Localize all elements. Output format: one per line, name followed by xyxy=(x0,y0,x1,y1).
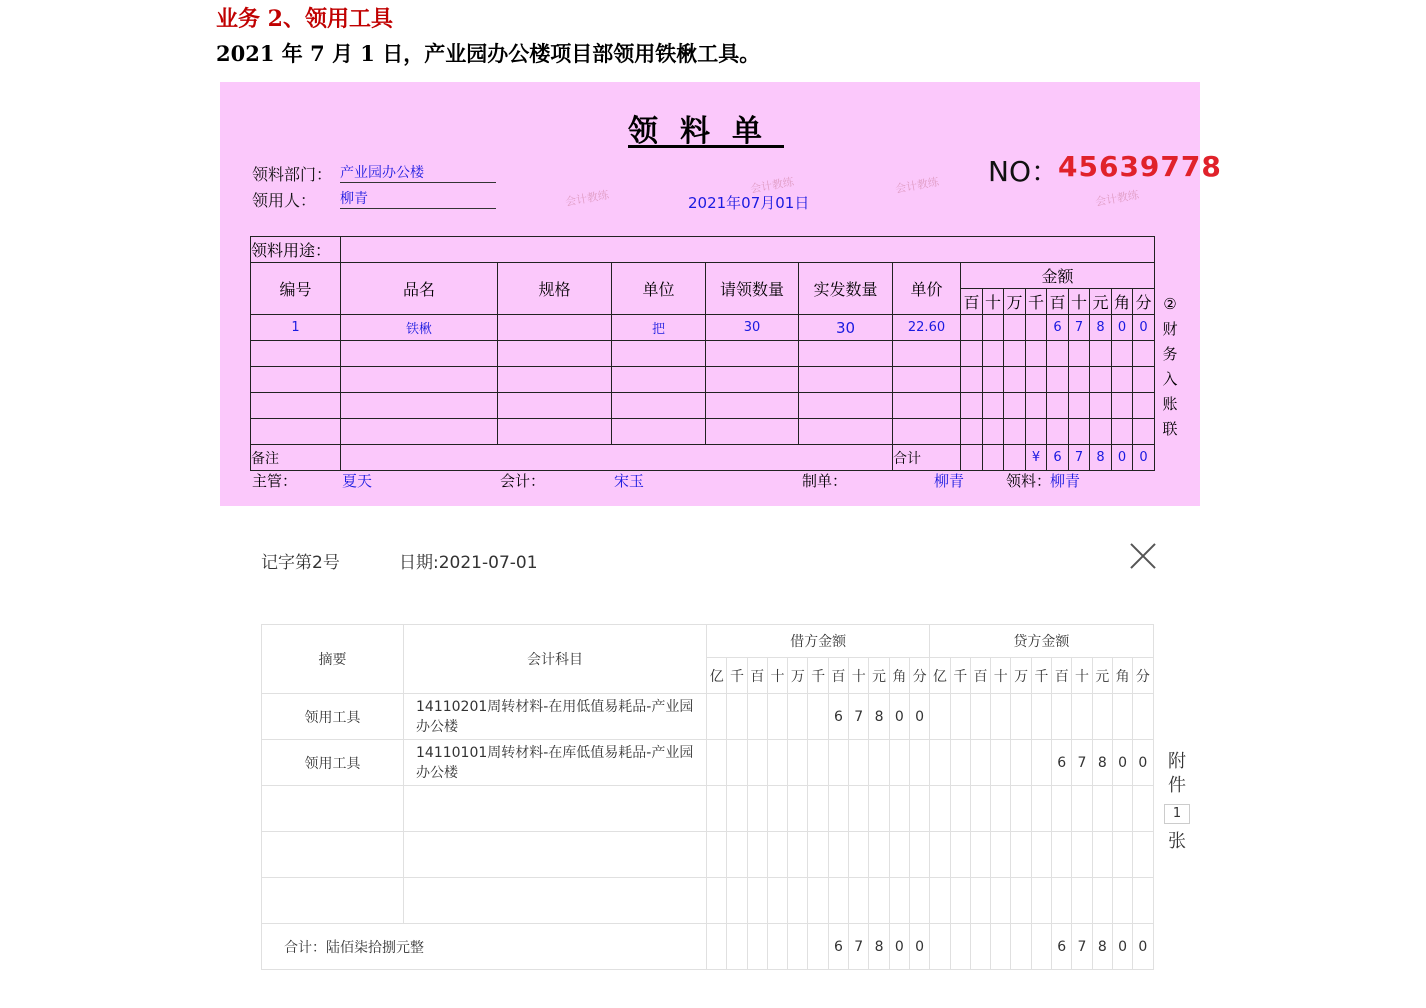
credit-digit[interactable]: 8 xyxy=(1092,924,1112,970)
digit-header: 亿 xyxy=(930,658,950,694)
credit-digit[interactable] xyxy=(991,694,1011,740)
debit-digit[interactable] xyxy=(869,878,889,924)
col-price: 单价 xyxy=(893,263,961,315)
copy-label-char: 账 xyxy=(1162,395,1178,413)
row-summary[interactable]: 领用工具 xyxy=(262,694,404,740)
business-description: 2021 年 7 月 1 日，产业园办公楼项目部领用铁楸工具。 xyxy=(216,41,761,66)
credit-digit[interactable] xyxy=(930,694,950,740)
digit-header: 元 xyxy=(869,658,889,694)
debit-digit[interactable] xyxy=(747,924,767,970)
row-name: 铁楸 xyxy=(341,315,498,341)
debit-digit[interactable] xyxy=(707,832,727,878)
credit-digit[interactable] xyxy=(1052,786,1072,832)
requisition-form xyxy=(220,82,1222,506)
digit-header: 百 xyxy=(1052,658,1072,694)
debit-digit[interactable]: 8 xyxy=(869,924,889,970)
debit-digit[interactable] xyxy=(707,786,727,832)
watermark: 会计教练 xyxy=(564,188,610,209)
row-digit: 0 xyxy=(1133,315,1155,341)
credit-digit[interactable] xyxy=(930,740,950,786)
total-label: 合计 xyxy=(893,445,961,471)
row-req-qty: 30 xyxy=(706,315,799,341)
attachment-char: 件 xyxy=(1168,775,1186,796)
digit-header: 十 xyxy=(1072,658,1092,694)
debit-digit[interactable]: 6 xyxy=(828,924,848,970)
empty-row xyxy=(251,419,1155,445)
debit-digit[interactable] xyxy=(747,832,767,878)
digit-header: 万 xyxy=(788,658,808,694)
digit-header: 分 xyxy=(1133,289,1155,315)
credit-digit[interactable] xyxy=(1133,878,1153,924)
copy-label xyxy=(1162,292,1178,442)
debit-digit[interactable] xyxy=(909,832,929,878)
debit-digit[interactable] xyxy=(767,694,787,740)
credit-digit[interactable]: 0 xyxy=(1112,740,1132,786)
purpose-value xyxy=(341,237,1155,263)
credit-digit[interactable] xyxy=(1112,694,1132,740)
digit-header: 十 xyxy=(849,658,869,694)
row-act-qty: 30 xyxy=(799,315,893,341)
credit-digit[interactable]: 6 xyxy=(1052,924,1072,970)
row-digit: 8 xyxy=(1090,315,1112,341)
credit-digit[interactable] xyxy=(930,786,950,832)
row-account[interactable]: 14110101周转材料-在库低值易耗品-产业园办公楼 xyxy=(404,740,707,786)
digit-header: 百 xyxy=(1047,289,1069,315)
total-digit xyxy=(1004,445,1026,471)
row-spec xyxy=(498,315,612,341)
debit-digit[interactable] xyxy=(747,878,767,924)
digit-header: 千 xyxy=(950,658,970,694)
empty-row xyxy=(251,341,1155,367)
col-credit: 贷方金额 xyxy=(930,625,1153,658)
copy-label-char: ② xyxy=(1163,295,1177,313)
credit-digit[interactable] xyxy=(1031,878,1051,924)
credit-digit[interactable] xyxy=(1011,878,1031,924)
accountant-label: 会计： xyxy=(500,472,546,490)
debit-digit[interactable] xyxy=(727,694,747,740)
credit-digit[interactable]: 7 xyxy=(1072,924,1092,970)
credit-digit[interactable] xyxy=(1011,740,1031,786)
accountant-value: 宋玉 xyxy=(614,472,645,490)
digit-header: 十 xyxy=(1069,289,1090,315)
debit-digit[interactable] xyxy=(788,878,808,924)
credit-digit[interactable] xyxy=(991,878,1011,924)
credit-digit[interactable] xyxy=(1072,786,1092,832)
person-value: 柳青 xyxy=(340,188,496,209)
total-digit: 8 xyxy=(1090,445,1112,471)
supervisor-label: 主管： xyxy=(252,472,298,490)
credit-digit[interactable] xyxy=(930,832,950,878)
credit-digit[interactable] xyxy=(1092,694,1112,740)
credit-digit[interactable] xyxy=(970,832,990,878)
dept-value: 产业园办公楼 xyxy=(340,162,496,183)
credit-digit[interactable] xyxy=(1092,786,1112,832)
credit-digit[interactable] xyxy=(1133,832,1153,878)
digit-header: 千 xyxy=(727,658,747,694)
credit-digit[interactable] xyxy=(950,832,970,878)
total-label: 合计：陆佰柒拾捌元整 xyxy=(262,924,707,970)
col-unit: 单位 xyxy=(612,263,706,315)
digit-header: 角 xyxy=(889,658,909,694)
debit-digit[interactable]: 0 xyxy=(889,694,909,740)
credit-digit[interactable] xyxy=(991,786,1011,832)
total-digit: 0 xyxy=(1112,445,1133,471)
watermark: 会计教练 xyxy=(1094,188,1140,209)
form-title: 领料单 xyxy=(628,114,784,149)
number-value: 45639778 xyxy=(1058,150,1222,183)
digit-header: 百 xyxy=(747,658,767,694)
digit-header: 千 xyxy=(1026,289,1047,315)
watermark: 会计教练 xyxy=(749,175,795,196)
debit-digit[interactable] xyxy=(869,786,889,832)
col-amount: 金额 xyxy=(961,263,1155,289)
debit-digit[interactable] xyxy=(747,740,767,786)
debit-digit[interactable] xyxy=(889,832,909,878)
row-digit xyxy=(1004,315,1026,341)
total-digit: 6 xyxy=(1047,445,1069,471)
dept-label: 领料部门： xyxy=(252,165,333,184)
credit-digit[interactable] xyxy=(930,924,950,970)
credit-digit[interactable]: 8 xyxy=(1092,740,1112,786)
debit-digit[interactable] xyxy=(727,740,747,786)
credit-digit[interactable] xyxy=(970,878,990,924)
debit-digit[interactable] xyxy=(707,878,727,924)
credit-digit[interactable] xyxy=(991,832,1011,878)
credit-digit[interactable] xyxy=(970,694,990,740)
credit-digit[interactable] xyxy=(1011,786,1031,832)
credit-digit[interactable] xyxy=(930,878,950,924)
credit-digit[interactable]: 0 xyxy=(1112,924,1132,970)
copy-label-char: 财 xyxy=(1162,320,1178,338)
digit-header: 千 xyxy=(808,658,828,694)
total-digit: 0 xyxy=(1133,445,1155,471)
attachment-suffix: 张 xyxy=(1168,831,1186,852)
debit-digit[interactable] xyxy=(767,786,787,832)
debit-digit[interactable] xyxy=(889,786,909,832)
debit-digit[interactable] xyxy=(767,740,787,786)
copy-label-char: 联 xyxy=(1162,420,1178,438)
table-row-empty[interactable] xyxy=(262,878,1154,924)
credit-digit[interactable] xyxy=(1031,832,1051,878)
digit-header: 百 xyxy=(970,658,990,694)
digit-header: 角 xyxy=(1112,289,1133,315)
digit-header: 万 xyxy=(1011,658,1031,694)
person-label: 领用人： xyxy=(252,191,317,210)
credit-digit[interactable] xyxy=(1092,878,1112,924)
digit-header: 十 xyxy=(767,658,787,694)
row-digit xyxy=(1026,315,1047,341)
debit-digit[interactable]: 0 xyxy=(909,924,929,970)
table-row[interactable] xyxy=(262,694,1154,740)
total-digit xyxy=(983,445,1004,471)
debit-digit[interactable] xyxy=(909,878,929,924)
debit-digit[interactable] xyxy=(889,878,909,924)
debit-digit[interactable] xyxy=(849,786,869,832)
credit-digit[interactable] xyxy=(1133,786,1153,832)
credit-digit[interactable] xyxy=(1133,694,1153,740)
credit-digit[interactable] xyxy=(1011,694,1031,740)
table-row-empty[interactable] xyxy=(262,832,1154,878)
col-act-qty: 实发数量 xyxy=(799,263,893,315)
credit-digit[interactable] xyxy=(1031,924,1051,970)
credit-digit[interactable] xyxy=(970,924,990,970)
row-account[interactable]: 14110201周转材料-在用低值易耗品-产业园办公楼 xyxy=(404,694,707,740)
credit-digit[interactable]: 0 xyxy=(1133,740,1153,786)
col-name: 品名 xyxy=(341,263,498,315)
maker-label: 制单： xyxy=(802,472,848,490)
col-account: 会计科目 xyxy=(404,625,707,694)
credit-digit[interactable] xyxy=(970,786,990,832)
debit-digit[interactable] xyxy=(889,740,909,786)
digit-header: 分 xyxy=(1133,658,1153,694)
debit-digit[interactable] xyxy=(788,740,808,786)
credit-digit[interactable] xyxy=(950,694,970,740)
digit-header: 角 xyxy=(1112,658,1132,694)
debit-digit[interactable] xyxy=(747,694,767,740)
credit-digit[interactable] xyxy=(1052,878,1072,924)
row-digit: 7 xyxy=(1069,315,1090,341)
credit-digit[interactable] xyxy=(1031,740,1051,786)
copy-label-char: 务 xyxy=(1162,345,1178,363)
debit-digit[interactable]: 0 xyxy=(889,924,909,970)
debit-digit[interactable]: 7 xyxy=(849,694,869,740)
debit-digit[interactable] xyxy=(808,694,828,740)
debit-digit[interactable] xyxy=(707,924,727,970)
voucher-table xyxy=(261,624,1154,970)
debit-digit[interactable]: 6 xyxy=(828,694,848,740)
credit-digit[interactable] xyxy=(1072,832,1092,878)
credit-digit[interactable] xyxy=(991,740,1011,786)
copy-label-char: 入 xyxy=(1162,370,1178,388)
voucher-number: 记字第2号 xyxy=(261,553,340,573)
digit-header: 元 xyxy=(1092,658,1112,694)
debit-digit[interactable] xyxy=(747,786,767,832)
table-row[interactable] xyxy=(262,740,1154,786)
form-date: 2021年07月01日 xyxy=(688,194,810,212)
maker-value: 柳青 xyxy=(934,472,965,490)
receiver-label: 领料： xyxy=(1006,472,1052,490)
credit-digit[interactable] xyxy=(1112,832,1132,878)
credit-digit[interactable]: 6 xyxy=(1052,740,1072,786)
total-digit xyxy=(961,445,983,471)
row-price: 22.60 xyxy=(893,315,961,341)
digit-header: 百 xyxy=(961,289,983,315)
remark-value xyxy=(341,445,893,471)
row-code: 1 xyxy=(251,315,341,341)
debit-digit[interactable] xyxy=(849,832,869,878)
credit-digit[interactable] xyxy=(950,924,970,970)
requisition-table xyxy=(250,236,1155,471)
digit-header: 元 xyxy=(1090,289,1112,315)
empty-row xyxy=(251,393,1155,419)
digit-header: 亿 xyxy=(707,658,727,694)
debit-digit[interactable] xyxy=(788,924,808,970)
digit-header: 十 xyxy=(991,658,1011,694)
table-row-empty[interactable] xyxy=(262,786,1154,832)
watermark: 会计教练 xyxy=(894,175,940,196)
debit-digit[interactable] xyxy=(808,924,828,970)
col-summary: 摘要 xyxy=(262,625,404,694)
debit-digit[interactable] xyxy=(808,878,828,924)
total-digit: ¥ xyxy=(1026,445,1047,471)
debit-digit[interactable]: 8 xyxy=(869,694,889,740)
credit-digit[interactable] xyxy=(970,740,990,786)
attachment-char: 附 xyxy=(1168,751,1186,772)
col-req-qty: 请领数量 xyxy=(706,263,799,315)
debit-digit[interactable] xyxy=(828,832,848,878)
debit-digit[interactable] xyxy=(788,832,808,878)
attachment-count-input[interactable]: 1 xyxy=(1164,804,1190,824)
debit-digit[interactable] xyxy=(828,878,848,924)
credit-digit[interactable] xyxy=(1092,832,1112,878)
debit-digit[interactable] xyxy=(788,786,808,832)
debit-digit[interactable] xyxy=(869,740,889,786)
digit-header: 百 xyxy=(828,658,848,694)
empty-row xyxy=(251,367,1155,393)
attachment-prefix xyxy=(1166,750,1188,798)
debit-digit[interactable] xyxy=(808,832,828,878)
row-summary[interactable]: 领用工具 xyxy=(262,740,404,786)
credit-digit[interactable] xyxy=(1031,694,1051,740)
col-code: 编号 xyxy=(251,263,341,315)
close-icon[interactable] xyxy=(1128,541,1158,571)
total-row xyxy=(262,924,1154,970)
debit-digit[interactable] xyxy=(909,786,929,832)
digit-header: 千 xyxy=(1031,658,1051,694)
debit-digit[interactable] xyxy=(767,832,787,878)
credit-digit[interactable] xyxy=(991,924,1011,970)
debit-digit[interactable] xyxy=(828,786,848,832)
credit-digit[interactable] xyxy=(1052,832,1072,878)
col-spec: 规格 xyxy=(498,263,612,315)
row-digit: 0 xyxy=(1112,315,1133,341)
total-digit: 7 xyxy=(1069,445,1090,471)
row-unit: 把 xyxy=(612,315,706,341)
col-debit: 借方金额 xyxy=(707,625,930,658)
debit-digit[interactable] xyxy=(849,740,869,786)
debit-digit[interactable] xyxy=(788,694,808,740)
debit-digit[interactable]: 7 xyxy=(849,924,869,970)
debit-digit[interactable] xyxy=(869,832,889,878)
remark-label: 备注 xyxy=(251,445,341,471)
credit-digit[interactable] xyxy=(1011,924,1031,970)
credit-digit[interactable] xyxy=(1031,786,1051,832)
credit-digit[interactable] xyxy=(950,740,970,786)
digit-header: 万 xyxy=(1004,289,1026,315)
credit-digit[interactable] xyxy=(1112,786,1132,832)
debit-digit[interactable] xyxy=(808,786,828,832)
credit-digit[interactable] xyxy=(1112,878,1132,924)
number-label: NO： xyxy=(988,155,1059,188)
debit-digit[interactable] xyxy=(767,924,787,970)
debit-digit[interactable] xyxy=(849,878,869,924)
debit-digit[interactable] xyxy=(828,740,848,786)
debit-digit[interactable] xyxy=(707,694,727,740)
credit-digit[interactable]: 0 xyxy=(1133,924,1153,970)
debit-digit[interactable] xyxy=(808,740,828,786)
receiver-value: 柳青 xyxy=(1050,472,1081,490)
purpose-label: 领料用途： xyxy=(251,237,341,263)
debit-digit[interactable] xyxy=(909,740,929,786)
debit-digit[interactable] xyxy=(727,924,747,970)
credit-digit[interactable] xyxy=(1072,694,1092,740)
credit-digit[interactable] xyxy=(1011,832,1031,878)
voucher-date: 日期:2021-07-01 xyxy=(399,553,538,573)
debit-digit[interactable] xyxy=(727,786,747,832)
debit-digit[interactable] xyxy=(727,832,747,878)
debit-digit[interactable] xyxy=(727,878,747,924)
row-digit xyxy=(961,315,983,341)
supervisor-value: 夏天 xyxy=(342,472,373,490)
digit-header: 分 xyxy=(909,658,929,694)
credit-digit[interactable] xyxy=(950,786,970,832)
debit-digit[interactable] xyxy=(767,878,787,924)
row-digit xyxy=(983,315,1004,341)
debit-digit[interactable] xyxy=(707,740,727,786)
credit-digit[interactable] xyxy=(1072,878,1092,924)
credit-digit[interactable] xyxy=(1052,694,1072,740)
row-digit: 6 xyxy=(1047,315,1069,341)
debit-digit[interactable]: 0 xyxy=(909,694,929,740)
credit-digit[interactable]: 7 xyxy=(1072,740,1092,786)
digit-header: 十 xyxy=(983,289,1004,315)
business-title: 业务 2、领用工具 xyxy=(216,6,393,32)
credit-digit[interactable] xyxy=(950,878,970,924)
